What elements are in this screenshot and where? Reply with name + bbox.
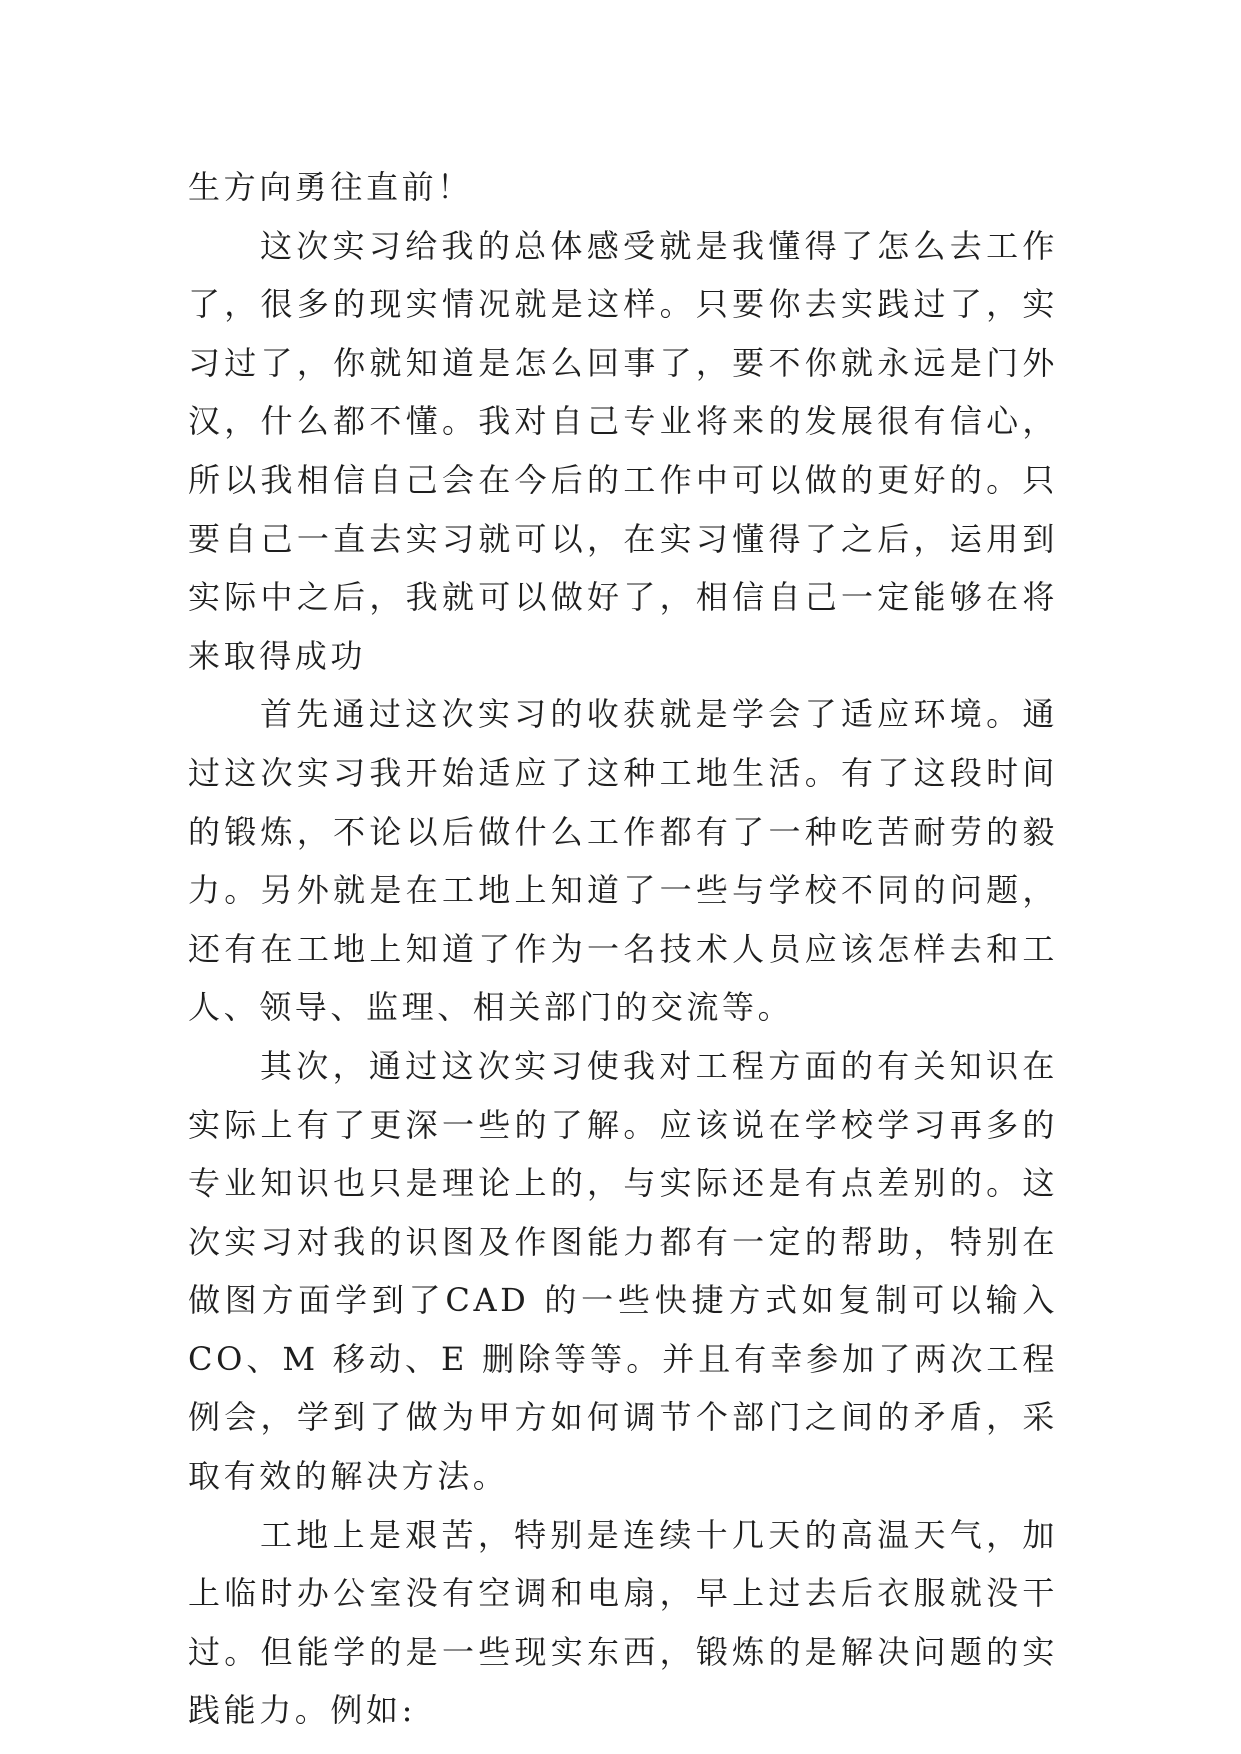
paragraph-overall-feeling: 这次实习给我的总体感受就是我懂得了怎么去工作了，很多的现实情况就是这样。只要你去实践过了，实习过了，你就知道是怎么回事了，要不你就永远是门外汉，什么都不懂。我对自己专业将来的发展很有信心，所以我相信自己会在今后的工作中可以做的更好的。只要自己一直去实习就可以，在实习懂得了之后，运用到实际中之后，我就可以做好了，相信自己一定能够在将来取得成功 [188,226,1058,675]
paragraph-continuation: 生方向勇往直前！ [188,168,473,206]
paragraph-adapt-environment: 首先通过这次实习的收获就是学会了适应环境。通过这次实习我开始适应了这种工地生活。有了这段时间的锻炼，不论以后做什么工作都有了一种吃苦耐劳的毅力。另外就是在工地上知道了一些与学校不同的问题，还有在工地上知道了作为一名技术人员应该怎样去和工人、领导、监理、相关部门的交流等。 [188,695,1058,1027]
paragraph-engineering-knowledge: 其次，通过这次实习使我对工程方面的有关知识在实际上有了更深一些的了解。应该说在学校学习再多的专业知识也只是理论上的，与实际还是有点差别的。这次实习对我的识图及作图能力都有一定的帮助，特别在做图方面学到了CAD 的一些快捷方式如复制可以输入 CO、M 移动、E 删除等等。并且有幸参加了两次工程例会，学到了做为甲方如何调节个部门之间的矛盾，采取有效的解决方法。 [188,1046,1058,1496]
document-body [188,158,1058,1740]
paragraph-site-hardship: 工地上是艰苦，特别是连续十几天的高温天气，加上临时办公室没有空调和电扇，早上过去后衣服就没干过。但能学的是一些现实东西，锻炼的是解决问题的实践能力。例如: [188,1515,1058,1730]
